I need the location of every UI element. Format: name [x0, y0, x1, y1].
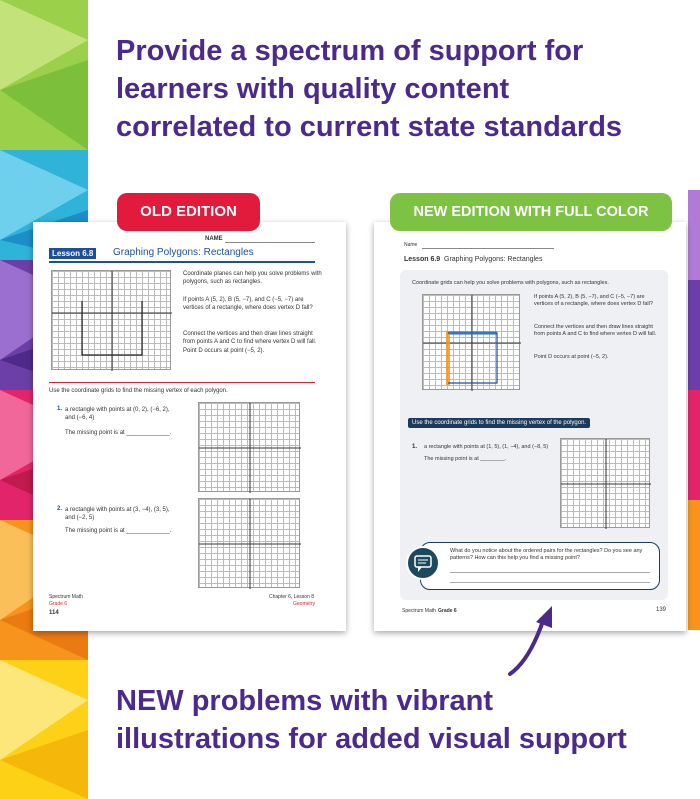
think-prompt: What do you notice about the ordered pairs for the rectangles? Do you see any patterns? How can this help you find a missing point? [450, 548, 643, 561]
footer-page-number: 139 [656, 607, 667, 613]
problem-2-grid [198, 498, 300, 588]
problem-2-missing: The missing point is at _____________. [65, 528, 172, 534]
footer-topic: Geometry [293, 601, 315, 607]
intro-text: Coordinate grids can help you solve problems with polygons, such as rectangles. [412, 280, 609, 286]
intro-text: Coordinate planes can help you solve problems with polygons, such as rectangles. [183, 271, 322, 285]
problem-2-axes [199, 499, 301, 589]
answer-text: Point D occurs at point (−5, 2). [534, 354, 609, 360]
speech-bubble-icon [406, 546, 440, 580]
headline [116, 32, 676, 146]
problem-1-axes [199, 403, 301, 493]
problem-1-grid [560, 438, 650, 528]
rainbow-pattern-right [688, 190, 700, 630]
footer-chapter: Chapter 6, Lesson 8 [269, 594, 315, 600]
example-coordinate-grid [422, 294, 520, 390]
old-edition-page [33, 222, 346, 631]
connect-text: Connect the vertices and then draw lines straight from points A and C to find where vertex D will fall. [534, 324, 657, 337]
lesson-underline [49, 261, 315, 263]
problem-1-missing: The missing point is at ________. [424, 456, 507, 462]
footline [116, 682, 686, 758]
name-label: Name [404, 242, 418, 248]
problem-1-grid [198, 402, 300, 492]
instructions-bar: Use the coordinate grids to find the missing vertex of the polygon. [408, 418, 590, 428]
rainbow-strip-right [688, 190, 700, 630]
footline-line-1: NEW problems with vibrant [116, 685, 494, 717]
footer-brand: Spectrum Math [49, 594, 83, 600]
problem-1-text: a rectangle with points at (1, 5), (1, −4), and (−8, 5) [424, 444, 549, 450]
name-label: NAME [205, 236, 223, 242]
lesson-title: Graphing Polygons: Rectangles [444, 256, 543, 263]
lesson-number: Lesson 6.9 [404, 256, 441, 263]
footer-grade: Grade 6 [438, 608, 457, 614]
lesson-number: Lesson 6.8 [49, 248, 96, 259]
headline-line-3: correlated to current state standards [116, 111, 623, 143]
headline-line-2: learners with quality content [116, 73, 510, 105]
callout-arrow-icon [500, 600, 570, 680]
problem-1-number: 1. [412, 444, 418, 450]
problem-1-missing: The missing point is at _____________. [65, 430, 172, 436]
footer-page-number: 114 [49, 610, 59, 616]
new-edition-page [374, 222, 686, 631]
problem-2-number: 2. [57, 506, 63, 512]
answer-line-2 [450, 582, 650, 583]
name-line [225, 242, 315, 243]
name-line [422, 248, 554, 249]
section-rule [49, 382, 315, 383]
new-edition-badge: NEW EDITION WITH FULL COLOR [390, 193, 672, 231]
question-text: If points A (5, 2), B (5, −7), and C (−5, −7) are vertices of a rectangle, where does vertex D fall? [183, 297, 313, 311]
footline-line-2: illustrations for added visual support [116, 723, 627, 755]
lesson-title: Graphing Polygons: Rectangles [113, 247, 254, 258]
instructions: Use the coordinate grids to find the missing vertex of each polygon. [49, 388, 228, 394]
problem-2-text: a rectangle with points at (3, −4), (3, 5), and (−2, 5) [65, 507, 170, 521]
headline-line-1: Provide a spectrum of support for [116, 35, 584, 67]
footer-brand: Spectrum Math [402, 608, 436, 614]
example-rectangle-color [423, 295, 521, 391]
problem-1-axes [561, 439, 651, 529]
example-coordinate-grid [51, 270, 171, 370]
answer-line-1 [450, 572, 650, 573]
old-edition-badge: OLD EDITION [117, 193, 260, 231]
problem-1-text: a rectangle with points at (0, 2), (−6, 2), and (−6, 4) [65, 407, 170, 421]
footer-grade: Grade 6 [49, 601, 68, 607]
speech-bubble-glyph [408, 548, 438, 578]
problem-1-number: 1. [57, 406, 63, 412]
connect-text: Connect the vertices and then draw lines straight from points A and C to find where vertex D will fall. [183, 331, 317, 345]
answer-text: Point D occurs at point (−5, 2). [183, 348, 265, 354]
question-text: If points A (5, 2), B (5, −7), and C (−5, −7) are vertices of a rectangle, where does vertex D fall? [534, 294, 653, 307]
example-rectangle [52, 271, 172, 371]
